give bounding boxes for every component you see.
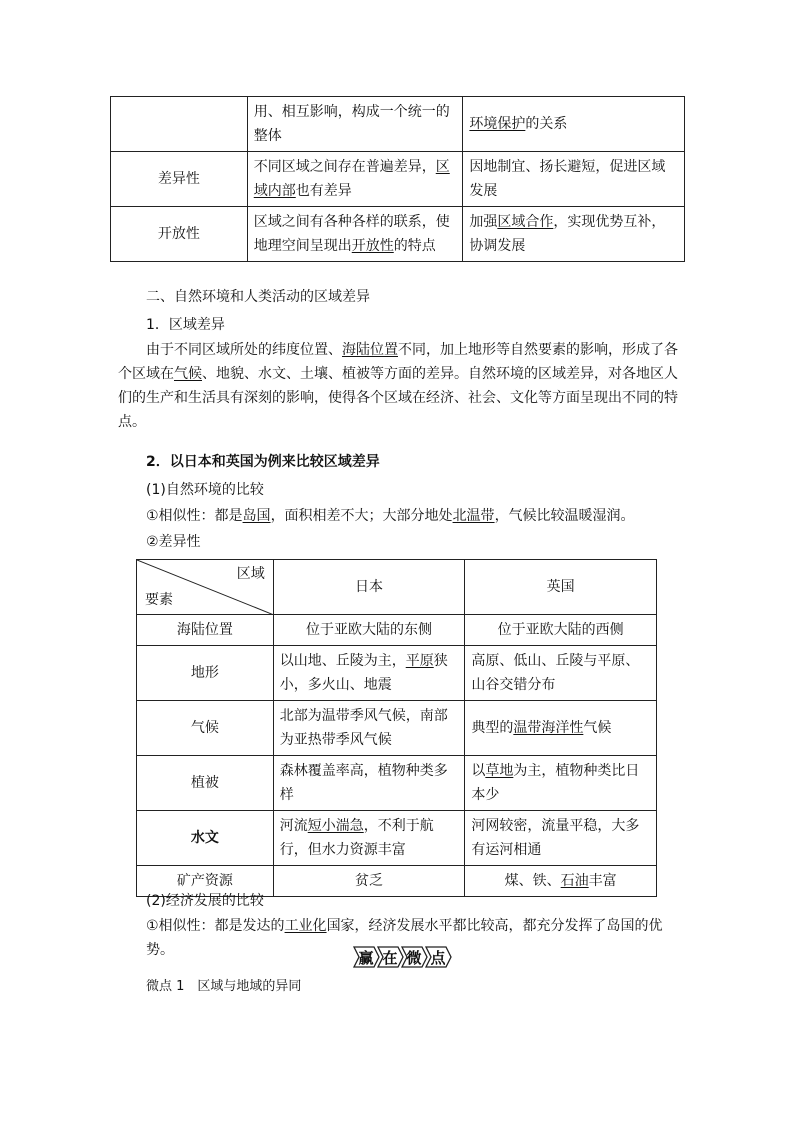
table-body: [111, 97, 685, 262]
economic-similarity-text: ①相似性：都是发达的工业化国家，经济发展水平都比较高，都充分发挥了岛国的优势。: [146, 918, 663, 958]
row-label: [111, 97, 248, 152]
subsection-label: (1)自然环境的比较: [146, 482, 264, 498]
row-implication: 环境保护的关系: [463, 97, 685, 152]
table-body: [137, 560, 657, 897]
uk-cell: 以草地为主，植物种类比日本少: [465, 756, 657, 811]
banner-win-at-points: [352, 945, 448, 969]
row-label: 海陆位置: [137, 615, 274, 646]
row-description: 用、相互影响，构成一个统一的整体: [247, 97, 463, 152]
header-element: 要素: [145, 592, 173, 608]
table-regional-features: [110, 96, 685, 262]
uk-cell: 高原、低山、丘陵与平原、山谷交错分布: [465, 646, 657, 701]
japan-cell: 森林覆盖率高，植物种类多样: [273, 756, 465, 811]
table-row: [137, 756, 657, 811]
table-row: [111, 152, 685, 207]
japan-cell: 北部为温带季风气候，南部为亚热带季风气候: [273, 701, 465, 756]
table-row: [137, 811, 657, 866]
diagonal-header-cell: [137, 560, 274, 615]
subsection-label: (2)经济发展的比较: [146, 893, 264, 909]
japan-cell: 河流短小湍急，不利于航行，但水力资源丰富: [273, 811, 465, 866]
row-label: 地形: [137, 646, 274, 701]
table-japan-uk-comparison: [136, 559, 657, 897]
paragraph-regional-difference: 由于不同区域所处的纬度位置、海陆位置不同，加上地形等自然要素的影响，形成了各个区域在气候、地貌、水文、土壤、植被等方面的差异。自然环境的区域差异，对各地区人们的生产和生活具有深刻的影响，使得各个区域在经济、社会、文化等方面呈现出不同的特点。: [118, 342, 678, 430]
japan-cell: 位于亚欧大陆的东侧: [273, 615, 465, 646]
row-label: 开放性: [111, 207, 248, 262]
row-description: 区域之间有各种各样的联系，使地理空间呈现出开放性的特点: [247, 207, 463, 262]
row-label: 水文: [137, 811, 274, 866]
header-region: 区域: [236, 566, 265, 582]
subsection-heading: 2．以日本和英国为例来比较区域差异: [146, 454, 380, 470]
row-description: 不同区域之间存在普遍差异，区域内部也有差异: [247, 152, 463, 207]
uk-cell: 河网较密，流量平稳，大多有运河相通: [465, 811, 657, 866]
similarity-text: ①相似性：都是岛国，面积相差不大；大部分地处北温带，气候比较温暖湿润。: [146, 508, 635, 524]
row-label: 差异性: [111, 152, 248, 207]
header-uk: 英国: [465, 560, 657, 615]
japan-cell: 贫乏: [273, 866, 465, 897]
section-heading: 二、自然环境和人类活动的区域差异: [146, 289, 370, 305]
row-implication: 因地制宜、扬长避短，促进区域发展: [463, 152, 685, 207]
uk-cell: 典型的温带海洋性气候: [465, 701, 657, 756]
table-row: [137, 646, 657, 701]
table-row: [111, 97, 685, 152]
banner-chevron: 赢: [352, 945, 380, 969]
banner-chevron: 点: [424, 945, 452, 969]
row-label: 植被: [137, 756, 274, 811]
banner-chevron: 在: [376, 945, 404, 969]
difference-label: ②差异性: [146, 534, 201, 550]
row-label: 矿产资源: [137, 866, 274, 897]
subsection-heading: 1．区域差异: [146, 317, 225, 333]
japan-cell: 以山地、丘陵为主，平原狭小，多火山、地震: [273, 646, 465, 701]
row-label: 气候: [137, 701, 274, 756]
table-header-row: [137, 560, 657, 615]
uk-cell: 煤、铁、石油丰富: [465, 866, 657, 897]
row-implication: 加强区域合作，实现优势互补，协调发展: [463, 207, 685, 262]
table-row: [137, 615, 657, 646]
banner-chevron: 微: [400, 945, 428, 969]
uk-cell: 位于亚欧大陆的西侧: [465, 615, 657, 646]
point-title: 微点 1 区域与地域的异同: [146, 979, 302, 994]
table-row: [137, 701, 657, 756]
table-row: [111, 207, 685, 262]
header-japan: 日本: [273, 560, 465, 615]
